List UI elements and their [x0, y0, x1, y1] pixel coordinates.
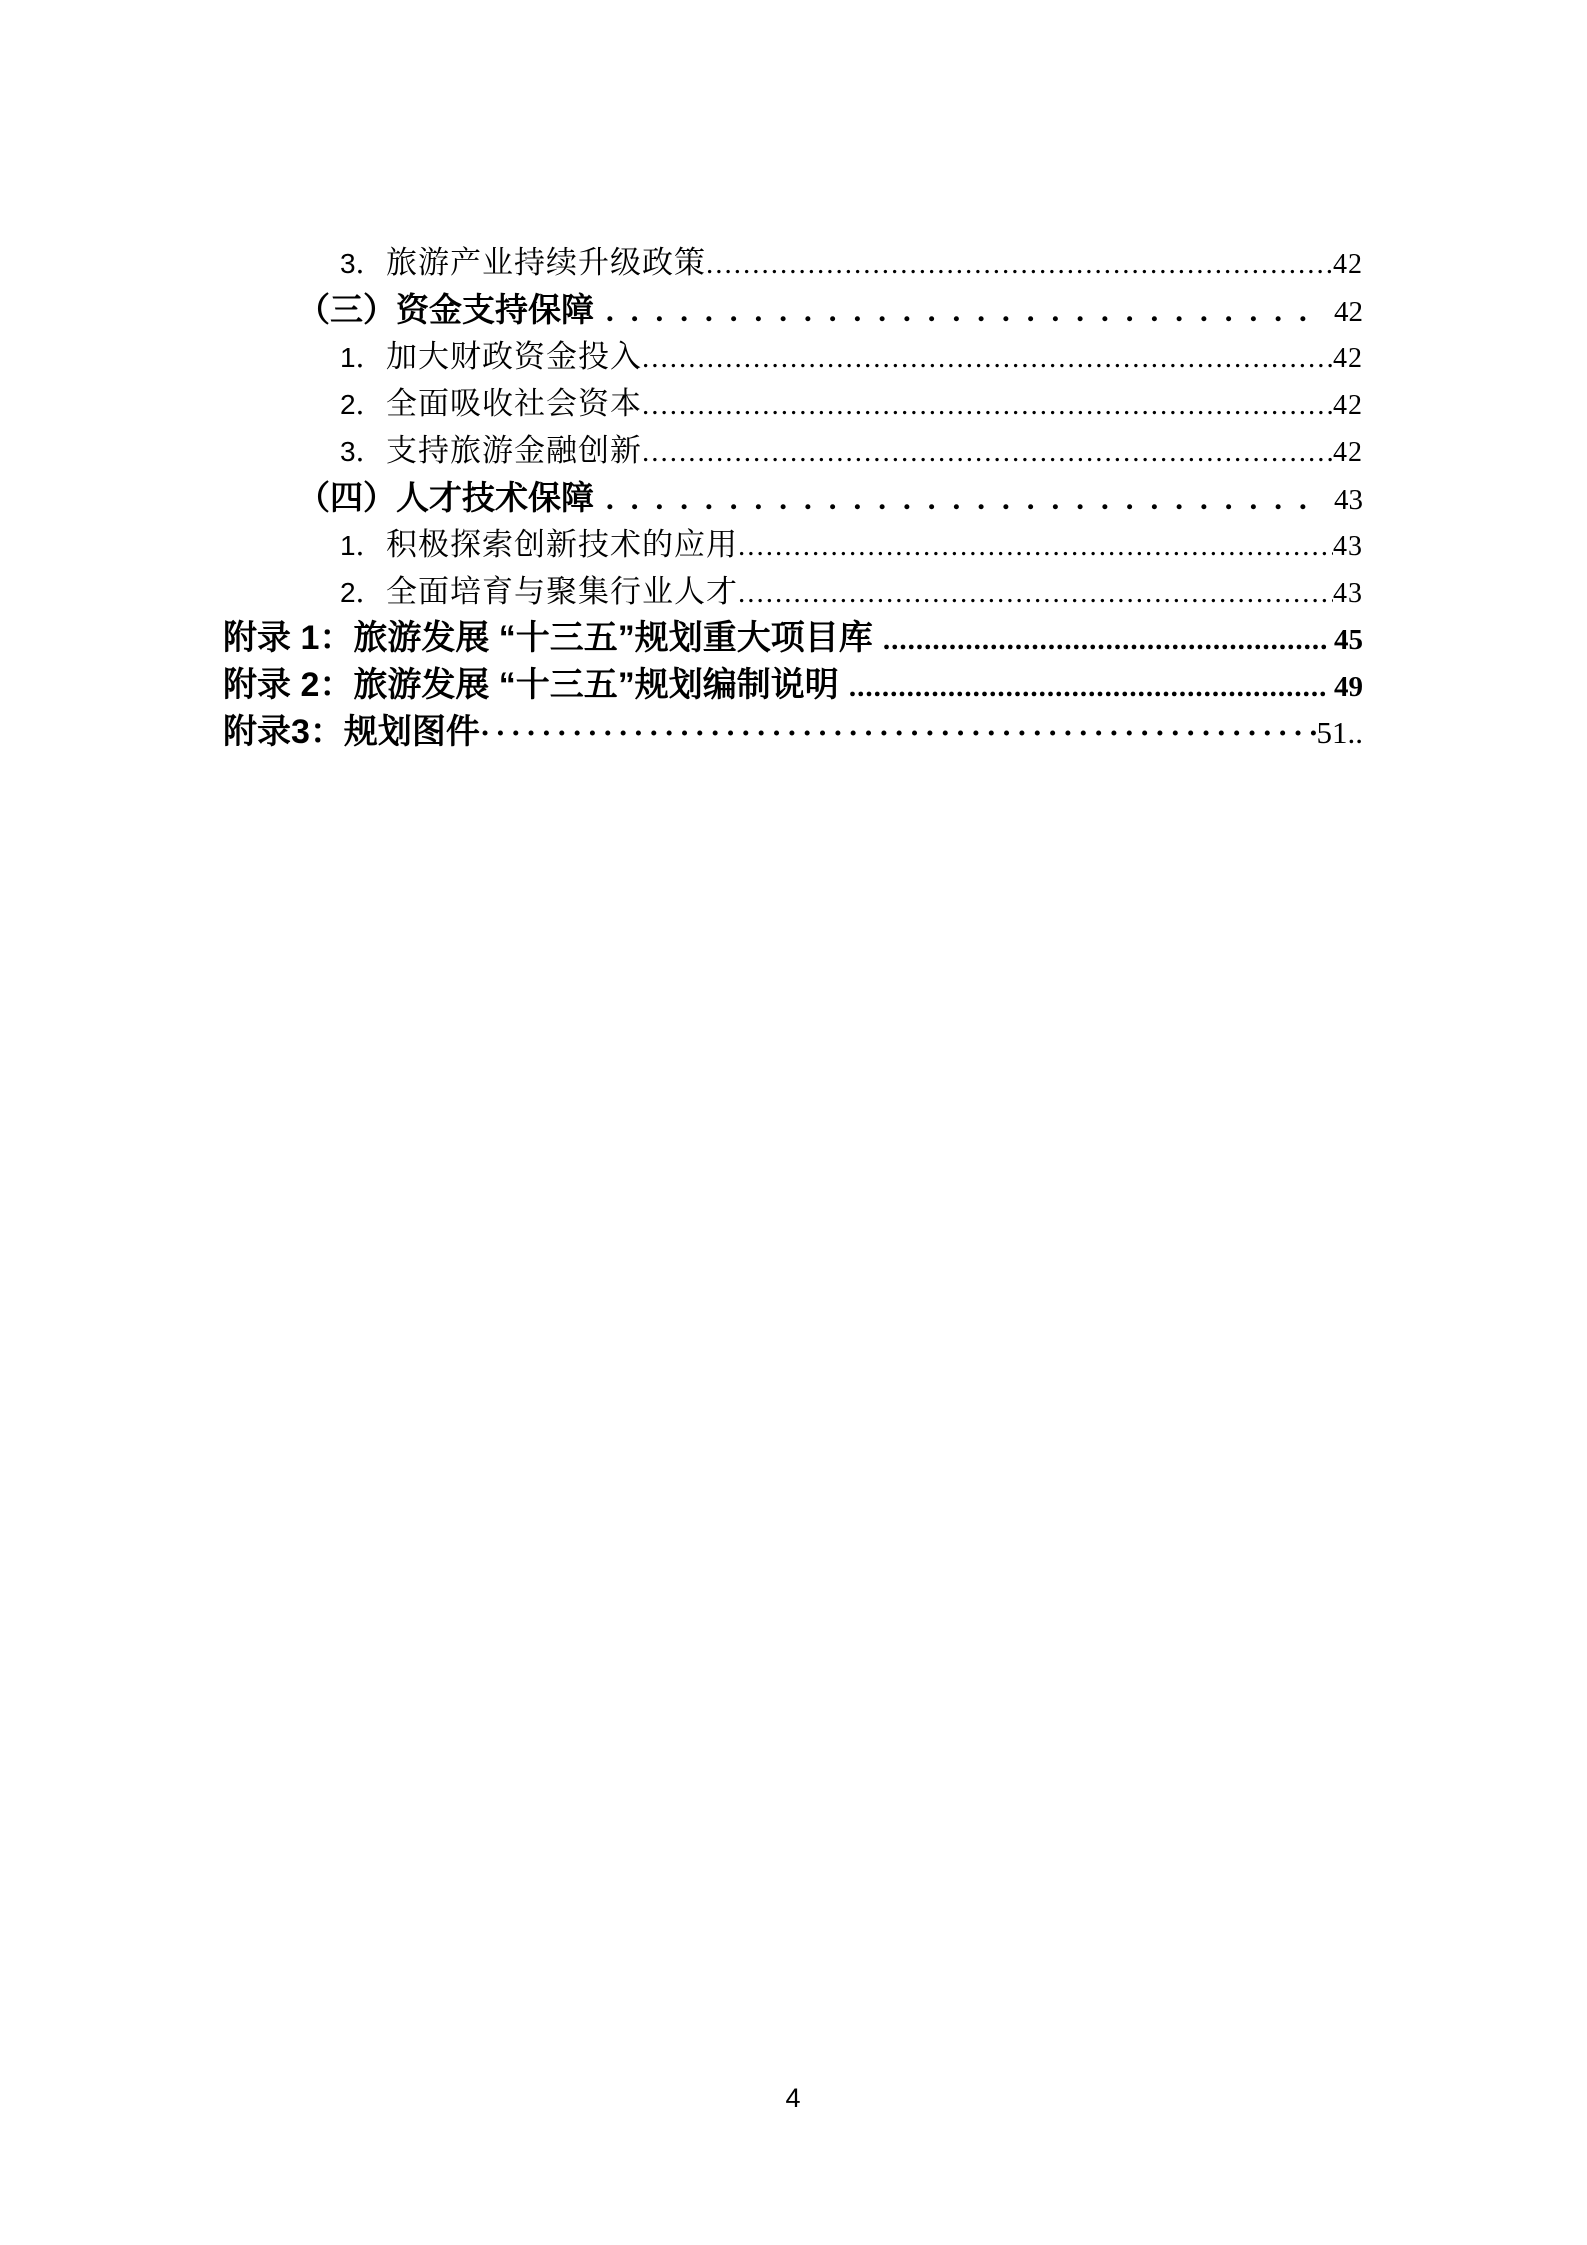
- dot-leader: [642, 427, 1333, 476]
- toc-entry-page: 45: [1334, 624, 1363, 656]
- dot-leader: [606, 286, 1320, 334]
- dot-leader: [642, 333, 1333, 382]
- toc-entry-number: 3．: [340, 248, 384, 279]
- toc-entry-page: 42: [1333, 343, 1363, 374]
- table-of-contents: [223, 239, 1363, 756]
- toc-entry-page: 42: [1334, 296, 1363, 328]
- toc-entry-number: 3．: [340, 436, 384, 467]
- dot-leader: [480, 709, 1317, 756]
- toc-entry-page: 43: [1334, 484, 1363, 516]
- toc-entry-page: 49: [1334, 671, 1363, 703]
- toc-entry-page: 42: [1333, 249, 1363, 280]
- toc-entry[interactable]: [223, 286, 1363, 333]
- toc-entry-title: 附录 1：旅游发展 “十三五”规划重大项目库: [223, 619, 873, 657]
- toc-entry-page: 42: [1333, 390, 1363, 421]
- toc-entry[interactable]: [223, 380, 1363, 427]
- dot-leader: [706, 239, 1333, 288]
- dot-leader: [849, 662, 1328, 711]
- toc-entry[interactable]: [223, 521, 1363, 568]
- dot-leader: [883, 615, 1328, 664]
- toc-entry-page: 43: [1333, 531, 1363, 562]
- toc-entry-number: 1．: [340, 342, 384, 373]
- toc-entry-title: （三）资金支持保障: [297, 291, 594, 328]
- toc-entry-page: 51..: [1316, 715, 1363, 750]
- toc-entry-page: 43: [1333, 578, 1363, 609]
- toc-entry-title: 支持旅游金融创新: [386, 433, 642, 468]
- toc-entry-number: 2．: [340, 577, 384, 608]
- dot-leader: [738, 521, 1333, 570]
- toc-entry-number: 1．: [340, 530, 384, 561]
- toc-entry-title: 全面吸收社会资本: [386, 386, 642, 421]
- dot-leader: [606, 474, 1320, 522]
- toc-entry-appendix-3[interactable]: [223, 709, 1363, 756]
- dot-leader: [738, 568, 1333, 617]
- toc-entry-title: 旅游产业持续升级政策: [386, 245, 706, 280]
- toc-entry-appendix-1[interactable]: [223, 615, 1363, 662]
- dot-leader: [642, 380, 1333, 429]
- toc-entry-appendix-2[interactable]: [223, 662, 1363, 709]
- toc-entry-number: 2．: [340, 389, 384, 420]
- toc-entry[interactable]: [223, 568, 1363, 615]
- page-number: 4: [785, 2083, 801, 2113]
- toc-entry[interactable]: [223, 239, 1363, 286]
- toc-entry-title: 加大财政资金投入: [386, 339, 642, 374]
- toc-entry-title: 附录 2：旅游发展 “十三五”规划编制说明: [223, 666, 839, 704]
- toc-entry[interactable]: [223, 427, 1363, 474]
- toc-entry-title: 积极探索创新技术的应用: [386, 527, 738, 562]
- toc-entry-title: 全面培育与聚集行业人才: [386, 574, 738, 609]
- toc-entry-page: 42: [1333, 437, 1363, 468]
- toc-entry[interactable]: [223, 474, 1363, 521]
- toc-entry-title: 附录3：规划图件: [223, 713, 480, 751]
- toc-entry-title: （四）人才技术保障: [297, 479, 594, 516]
- toc-entry[interactable]: [223, 333, 1363, 380]
